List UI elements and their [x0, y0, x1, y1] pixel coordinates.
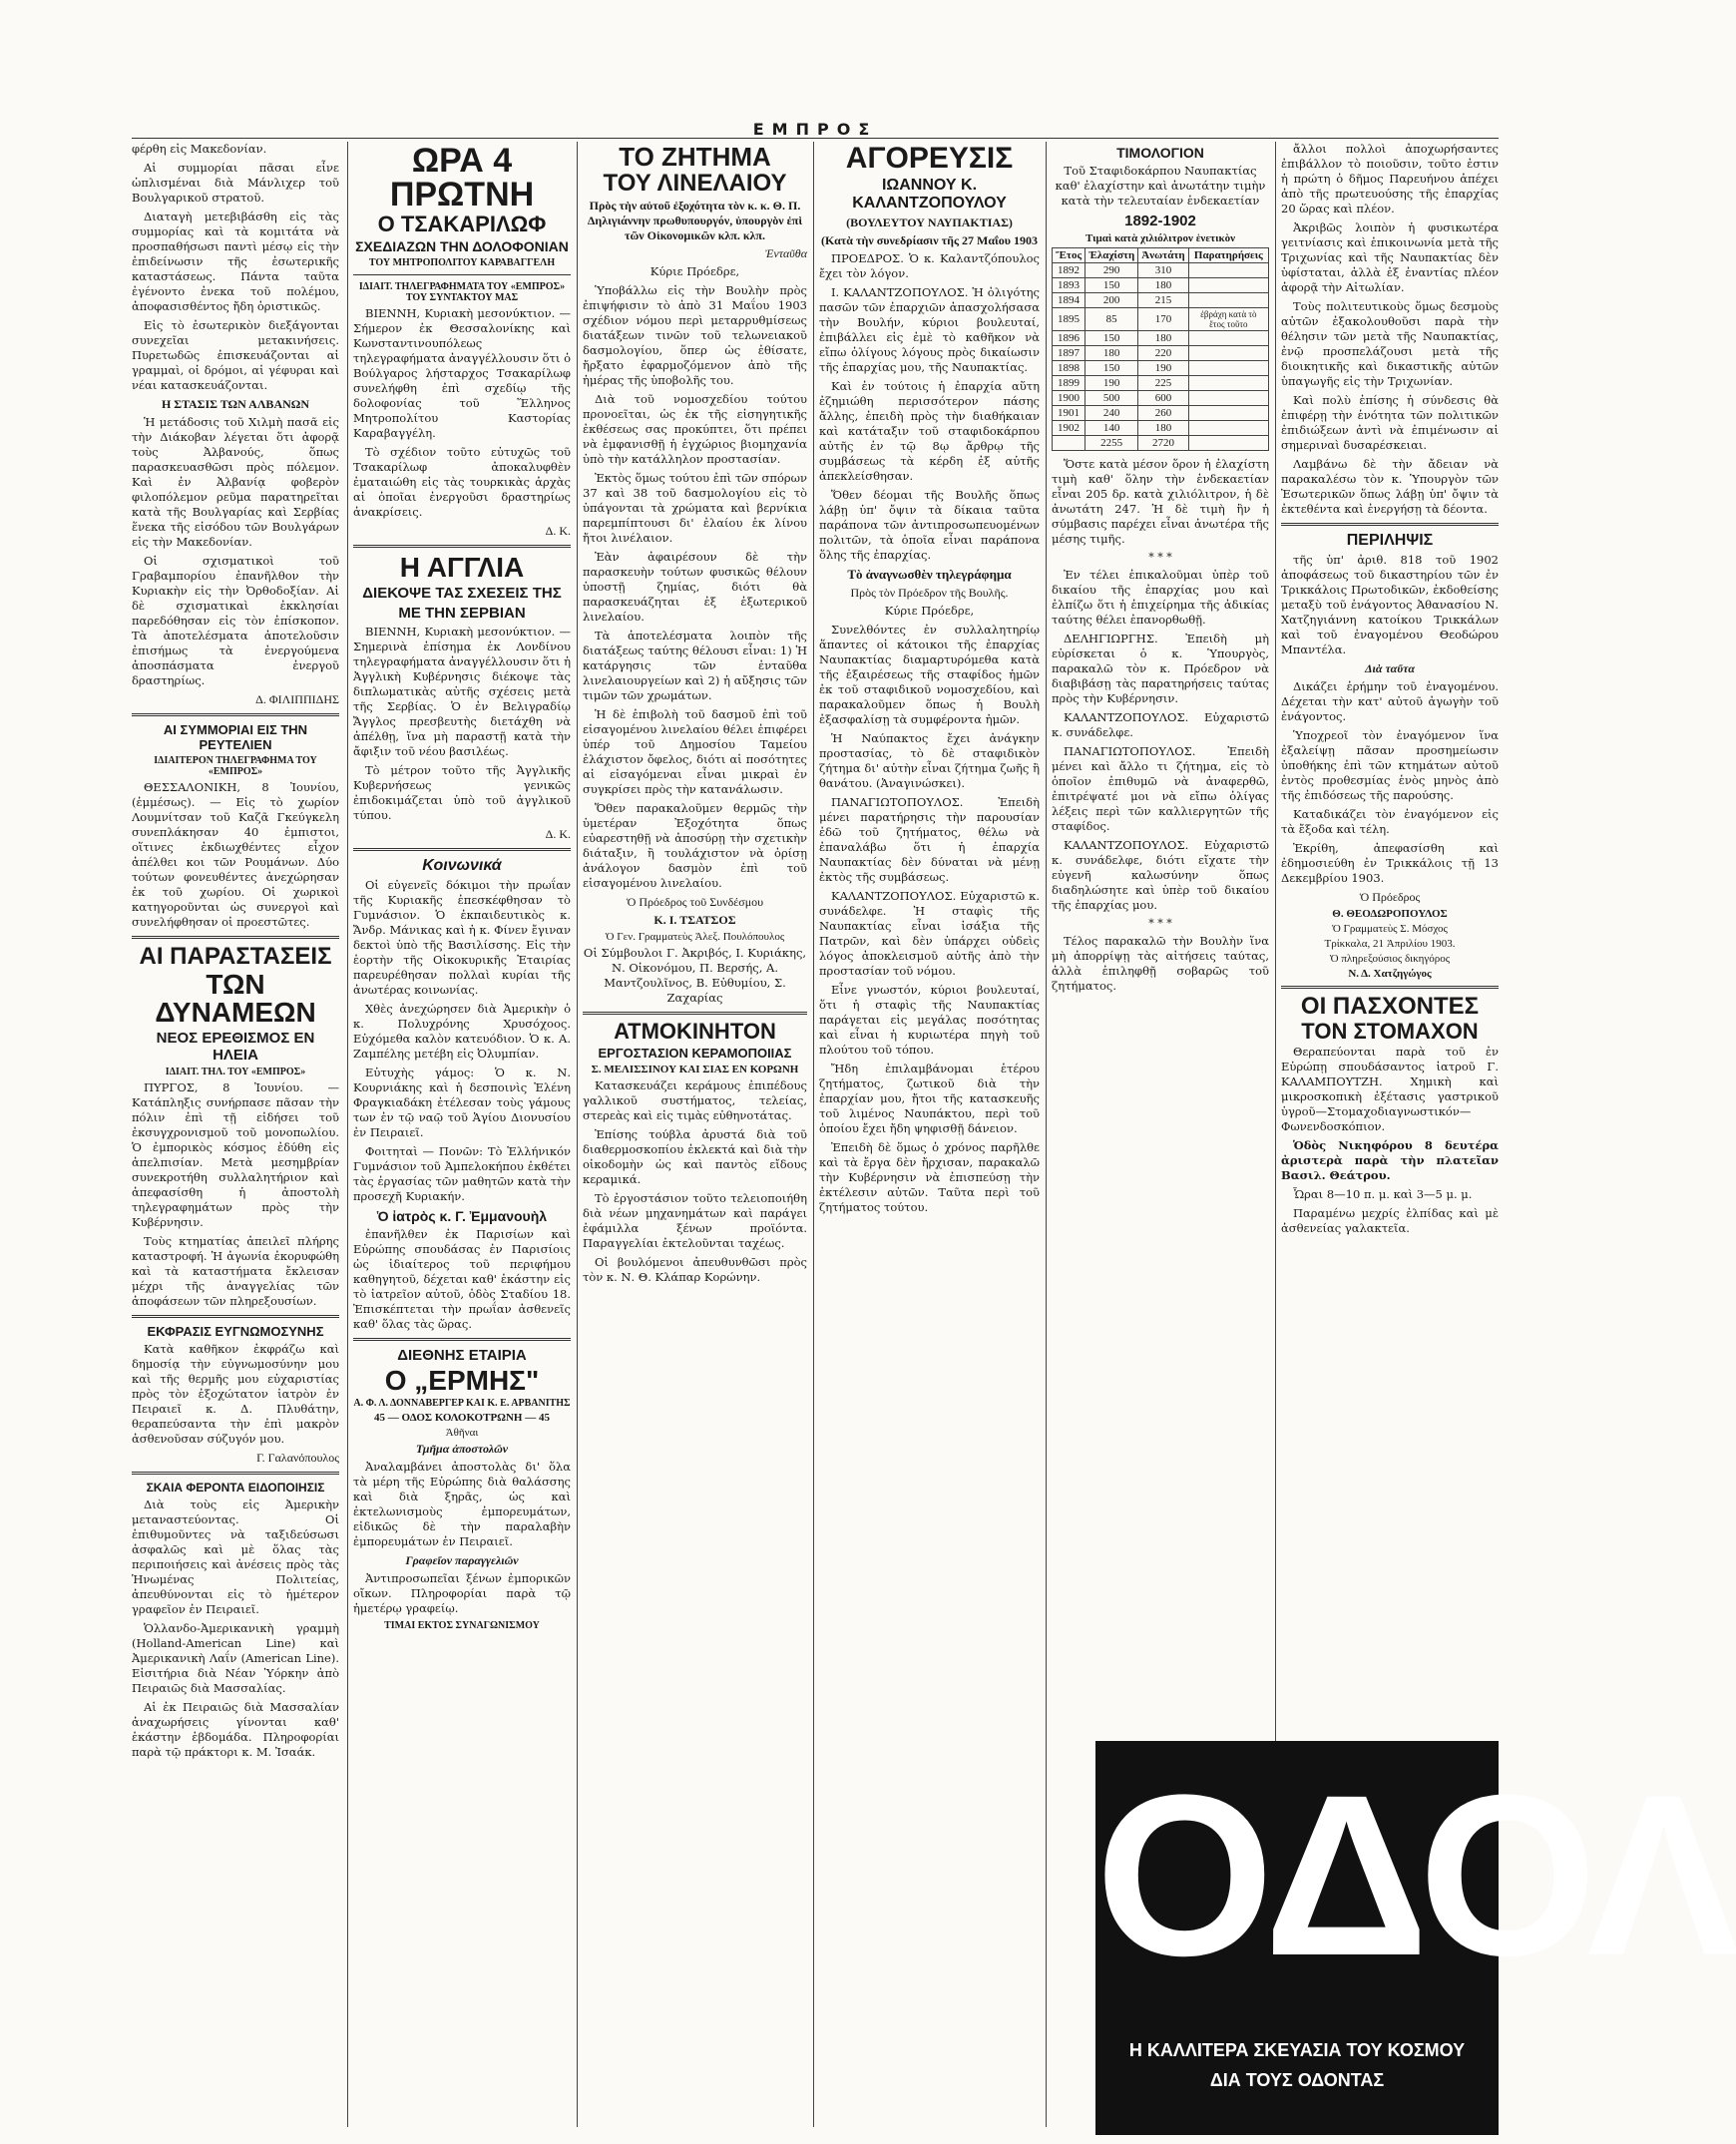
article-subheading: Πρὸς τὴν αὐτοῦ ἐξοχότητα τὸν κ. κ. Θ. Π. Δηλιγιάννην πρωθυπουργόν, ὑπουργὸν ἐπὶ τῶν Οἰκονομικῶν κλπ. κλπ.: [587, 199, 803, 242]
article-text: Ἐν τέλει ἐπικαλοῦμαι ὑπὲρ τοῦ δικαίου τῆς ἐπαρχίας μου καὶ ἐλπίζω ὅτι ἡ ἐπιχείρημα τῆς ἀδικίας ταύτης θέλει ἐπανορθωθῇ.: [1052, 568, 1269, 627]
article-subheading: (ΒΟΥΛΕΥΤΟΥ ΝΑΥΠΑΚΤΙΑΣ): [846, 215, 1013, 229]
article-text: ΒΙΕΝΝΗ, Κυριακὴ μεσονύκτιον. — Σήμερον ἐκ Θεσσαλονίκης καὶ Κωνσταντινουπόλεως τηλεγραφήματα ἀναγγέλλουσιν ὅτι ὁ Βούλγαρος λήσταρχος Τσακαρίλωφ συνελήφθη ἐπὶ σχεδίῳ τῆς δολοφονίας τοῦ Ἕλληνος Μητροπολίτου Καστορίας Καραβαγγέλη.: [353, 306, 571, 440]
article-text: Ὑποχρεοῖ τὸν ἐναγόμενον ἵνα ἐξαλείψῃ πᾶσαν προσημείωσιν ὑποθήκης ἐπὶ τῶν κτημάτων αὐτοῦ ἐντὸς προθεσμίας ἑνὸς μηνὸς ἀπὸ τῆς ἐπιδόσεως τῆς παρούσης.: [1281, 728, 1499, 802]
article-text: Ἡ Ναύπακτος ἔχει ἀνάγκην προστασίας, τὸ δὲ σταφιδικὸν ζήτημα δι' αὐτὴν εἶναι ζήτημα ζωῆς ἢ θανάτου. (Ἀναγινώσκει).: [819, 731, 1040, 790]
table-cell: 1901: [1053, 406, 1085, 421]
table-cell: 1894: [1053, 293, 1085, 308]
ad-brand-word: ΟΔΟΛ: [1095, 1747, 1736, 2003]
ad-tagline: Η ΚΑΛΛΙΤΕΡΑ ΣΚΕΥΑΣΙΑ ΤΟΥ ΚΟΣΜΟΥ: [1128, 2040, 1466, 2060]
table-row: [1053, 346, 1269, 361]
article-text: ΠΥΡΓΟΣ, 8 Ἰουνίου. — Κατάπληξις συνήρπασε πᾶσαν τὴν πόλιν ἐπὶ τῇ εἰδήσει τοῦ ἐκσυγχρονισμοῦ τοῦ μονοπωλίου. Ὁ ἐμπορικὸς κόσμος ἐδύθη εἰς ἀπελπισίαν. Μετὰ μεσημβρίαν συνεκροτήθη συλλαλητήριον καὶ ἀπεφασίσθη ἡ ἀποστολὴ τηλεγραφημάτων πρὸς τὴν Κυβέρνησιν.: [132, 1080, 339, 1229]
signature: Ν. Δ. Χατζηγώγος: [1348, 968, 1432, 980]
table-cell: [1188, 361, 1268, 376]
table-cell: 1902: [1053, 421, 1085, 436]
table-row: [1053, 331, 1269, 346]
signatories: Οἱ Σύμβουλοι Γ. Ἀκριβός, Ι. Κυριάκης, Ν. Οἰκονόμου, Π. Βερσής, Α. Μαντζουλῖνος, Β. Εὐθυμίου, Σ. Ζαχαρίας: [583, 946, 807, 1005]
column-5: ΤΙΜΟΛΟΓΙΟΝ Τοῦ Σταφιδοκάρπου Ναυπακτίας καθ' ἐλαχίστην καὶ ἀνωτάτην τιμὴν κατὰ τὴν τελευταίαν ἑνδεκαετίαν 1892-1902 Τιμαὶ κατὰ χιλιόλιτρον ἑνετικὸν Ἔτος Ἐλαχίστη Ἀνωτάτη Παρατηρήσεις 1892 290 310 1893 150 180 1894 200 215 1895 85 170 ἐβράχη κατὰ τὸ ἔτος τοῦτο 1896 150 180 1897 180 220 1898 150 190 1899 190 225 1900 500 600 1901 240 260 1902 140 180 2255 2720 Ὅστε κατὰ μέσον ὅρον ἡ ἐλαχίστη τιμὴ καθ' ὅλην τὴν ἑνδεκαετίαν εἶναι 205 δρ. κατὰ χιλιόλιτρον, ἡ δὲ ἀνωτάτη 247. Ἡ δὲ τιμὴ ἣν ἡ σύμβασις παρέχει εἶναι ἀνωτέρα τῆς μέσης τιμῆς. * * * Ἐν τέλει ἐπικαλοῦμαι ὑπὲρ τοῦ δικαίου τῆς ἐπαρχίας μου καὶ ἐλπίζω ὅτι ἡ ἐπιχείρημα τῆς ἀδικίας ταύτης θέλει ἐπανορθωθῇ. ΔΕΛΗΓΙΩΡΓΗΣ. Ἐπειδὴ μὴ εὑρίσκεται ὁ κ. Ὑπουργὸς, παρακαλῶ τὸν κ. Πρόεδρον νὰ διαβιβάσῃ τὰς παρατηρήσεις ταύτας πρὸς τὴν Κυβέρνησιν. ΚΑΛΑΝΤΖΟΠΟΥΛΟΣ. Εὐχαριστῶ κ. συνάδελφε. ΠΑΝΑΓΙΩΤΟΠΟΥΛΟΣ. Ἐπειδὴ μένει καὶ ἄλλο τι ζήτημα, εἰς τὸ ὁποῖον ἐπιθυμῶ νὰ ἀναφερθῶ, ἐπιτρέψατέ μοι νὰ εἴπω ὀλίγας λέξεις περὶ τῶν καλλιεργητῶν τῆς σταφίδος. ΚΑΛΑΝΤΖΟΠΟΥΛΟΣ. Εὐχαριστῶ κ. συνάδελφε, διότι εἴχατε τὴν εὐγενῆ καλωσύνην ὅπως διαδηλώσητε καὶ ὑπὲρ τοῦ δικαίου τῆς ἐπαρχίας μου. * * * Τέλος παρακαλῶ τὴν Βουλὴν ἵνα μὴ ἀπορρίψῃ τὰς αἰτήσεις ταύτας, ἀλλὰ ἐπιληφθῇ σοβαρῶς τοῦ ζητήματος.: [1052, 145, 1269, 993]
column-rule: [1046, 142, 1047, 2127]
salutation: Κύριε Πρόεδρε,: [650, 264, 740, 278]
ad-subheading: Α. Φ. Λ. ΔΟΝΝΑΒΕΡΓΕΡ ΚΑΙ Κ. Ε. ΑΡΒΑΝΙΤΗΣ: [353, 1398, 571, 1409]
article-headline: ΕΚΦΡΑΣΙΣ ΕΥΓΝΩΜΟΣΥΝΗΣ: [147, 1324, 324, 1339]
article-text: Οἱ εὐγενεῖς δόκιμοι τὴν πρωΐαν τῆς Κυριακῆς ἐπεσκέφθησαν τὸ Γυμνάσιον. Ὁ ἐκπαιδευτικὸς κ. Ἄνδρ. Μάνικας καὶ ἡ κ. Φίνεν ἔγιναν δεκτοὶ ὑπὸ τῆς Βασιλίσσης. Εἰς τὴν ἑορτὴν τῆς Οἰκοκυρικῆς Ἑταιρίας παρευρέθησαν πολλαὶ κυρίαι τῆς ἀνωτέρας κοινωνίας.: [353, 878, 571, 997]
column-rule: [577, 142, 578, 2127]
ad-text: Τὸ ἐργοστάσιον τοῦτο τελειοποιήθη διὰ νέων μηχανημάτων καὶ παράγει ἐφάμιλλα ξένων προϊόντα. Παραγγελίαι ἐκτελοῦνται ταχέως.: [583, 1191, 807, 1250]
table-description: Τοῦ Σταφιδοκάρπου Ναυπακτίας καθ' ἐλαχίστην καὶ ἀνωτάτην τιμὴν κατὰ τὴν τελευταίαν ἑνδεκαετίαν: [1055, 164, 1266, 208]
article-text: Ὅθεν δέομαι τῆς Βουλῆς ὅπως λάβῃ ὑπ' ὄψιν τὰ δίκαια ταῦτα παράπονα τῶν ἀντιπροσωπευομένων πολιτῶν, τὰ ὁποῖα εἶναι παράπονα ὅλης τῆς ἐπαρχίας.: [819, 488, 1040, 562]
table-row: [1053, 293, 1269, 308]
table-cell: 1900: [1053, 391, 1085, 406]
article-text: Χθὲς ἀνεχώρησεν διὰ Ἀμερικὴν ὁ κ. Πολυχρόνης Χρυσόχοος. Εὐχόμεθα καλὸν κατευόδιον. Ὁ κ. Α. Ζαμπέλης μετέβη εἰς Ὀλυμπίαν.: [353, 1002, 571, 1061]
table-cell: 200: [1085, 293, 1138, 308]
closing: Ὁ Πρόεδρος τοῦ Συνδέσμου: [626, 895, 764, 909]
article-text: Ι. ΚΑΛΑΝΤΖΟΠΟΥΛΟΣ. Ἡ ὀλιγότης πασῶν τῶν ἐπαρχιῶν ἀπασχολήσασα τὴν Βουλήν, κύριοι βουλευταί, ἐπιβάλλει εἰς ἐμὲ τὸ καθῆκον νὰ εἴπω ὀλίγους λόγους πρὸς δικαίωσιν τῆς ἐπαρχίας μου, τῆς Ναυπακτίας.: [819, 285, 1040, 374]
article-headline: ΣΧΕΔΙΑΖΩΝ ΤΗΝ ΔΟΛΟΦΟΝΙΑΝ: [355, 238, 569, 254]
table-cell: 180: [1138, 278, 1188, 293]
location: Ἐνταῦθα: [764, 246, 807, 260]
article-text: φέρθη εἰς Μακεδονίαν.: [132, 142, 267, 156]
section-subheading: Διὰ ταῦτα: [1365, 661, 1415, 675]
ad-headline: Ο „ΕΡΜΗΣ": [384, 1365, 540, 1396]
table-cell: 180: [1138, 331, 1188, 346]
article-text: ἄλλοι πολλοὶ ἀποχωρήσαντες ἐπιβάλλον τὸ ποιοῦσιν, τοῦτο ἐστιν ἡ πρώτη ὁ δῆμος Παρευήνου ἀπέχει ἀπὸ τῆς πρωτευούσης τῆς ἐπαρχίας 20 ὥρας καὶ πλέον.: [1281, 142, 1499, 215]
article-headline: Η ΑΓΓΛΙΑ: [399, 552, 525, 583]
table-row: [1053, 406, 1269, 421]
section-heading: Κοινωνικά: [422, 857, 502, 874]
article-headline: ΝΕΟΣ ΕΡΕΘΙΣΜΟΣ ΕΝ ΗΛΕΙΑ: [156, 1030, 315, 1064]
signature: Γ. Γαλανόπουλος: [256, 1451, 339, 1465]
ad-subheading: Γραφεῖον παραγγελιῶν: [405, 1553, 519, 1567]
ad-headline: ΔΙΕΘΝΗΣ ΕΤΑΙΡΙΑ: [397, 1347, 527, 1364]
section-heading: Η ΣΤΑΣΙΣ ΤΩΝ ΑΛΒΑΝΩΝ: [161, 397, 310, 411]
signature: Ὁ πληρεξούσιος δικηγόρος: [1329, 953, 1451, 965]
ad-tagline: ΔΙΑ ΤΟΥΣ ΟΔΟΝΤΑΣ: [1209, 2070, 1385, 2090]
table-cell: 215: [1138, 293, 1188, 308]
article-text: Φοιτηταὶ — Πονῶν: Τὸ Ἑλλήνικόν Γυμνάσιον τοῦ Ἀμπελοκήπου ἐκθέτει τὰς ἐργασίας τῶν μαθητῶν κατὰ τὴν προσεχῆ Κυριακήν.: [353, 1144, 571, 1203]
table-cell: 500: [1085, 391, 1138, 406]
signature: Δ. Κ.: [545, 524, 571, 538]
ad-headline: Ὁ ἰατρὸς κ. Γ. Ἐμμανουὴλ: [376, 1208, 548, 1224]
table-cell: 1895: [1053, 308, 1085, 331]
article-text: ΚΑΛΑΝΤΖΟΠΟΥΛΟΣ. Εὐχαριστῶ κ. συνάδελφε. Ἡ σταφὶς τῆς Ναυπακτίας εἶναι ἰσάξια τῆς Πατρῶν, καὶ δὲν ὑπάρχει οὐδεὶς λόγος ἀποκλεισμοῦ αὐτῆς ἀπὸ τὴν προστασίαν τοῦ νόμου.: [819, 889, 1040, 978]
signature: Δ. Κ.: [545, 827, 571, 841]
table-cell: 1898: [1053, 361, 1085, 376]
article-text: Καὶ ἐν τούτοις ἡ ἐπαρχία αὕτη ἐζημιώθη περισσότερον πάσης ἄλλης, ἐπειδὴ πρὸς τὴν διαθήκαιαν καὶ κατάταξιν τοῦ σταφιδοκάρπου αὐτῆς ἐν τῷ 8ῳ ἄρθρῳ τῆς συμβάσεως τὰ κέρδη ἐξ αὐτῆς ἀπεκλείσθησαν.: [819, 379, 1040, 483]
article-text: ΠΡΟΕΔΡΟΣ. Ὁ κ. Καλαντζόπουλος ἔχει τὸν λόγον.: [819, 251, 1040, 280]
table-cell: [1188, 421, 1268, 436]
article-subheading: ΤΟΥ ΜΗΤΡΟΠΟΛΙΤΟΥ ΚΑΡΑΒΑΓΓΕΛΗ: [368, 257, 556, 268]
column-rule: [347, 142, 348, 2127]
table-cell: [1188, 278, 1268, 293]
article-text: ΘΕΣΣΑΛΟΝΙΚΗ, 8 Ἰουνίου, (ἐμμέσως). — Εἰς τὸ χωρίον Λουμνίτσαν τοῦ Καζᾶ Γκεύγκελη συνεπλάκησαν 40 ἐμπιστοι, οἵτινες ἐκδιωχθέντες εἶχον ἀπέλθει κοι τῶν Ρουμάνων. Δύο τούτων φονευθέντες ἀνεχώρησαν ἐκ τοῦ χωρίου. Οἱ χωρικοὶ κατηγοροῦνται ὡς συνεργοὶ καὶ συνελήφθησαν οἱ προεστῶτες.: [132, 780, 339, 929]
column-rule: [813, 142, 814, 2127]
article-headline: ΙΩΑΝΝΟΥ Κ. ΚΑΛΑΝΤΖΟΠΟΥΛΟΥ: [852, 177, 1007, 212]
table-row: [1053, 376, 1269, 391]
column-6: [1281, 142, 1499, 1733]
ad-text: Ἀναλαμβάνει ἀποστολὰς δι' ὅλα τὰ μέρη τῆς Εὐρώπης διὰ θαλάσσης καὶ διὰ ξηρᾶς, ὡς καὶ ἐκτελωνισμοὺς ἐμπορευμάτων, εἰδικῶς δὲ τὴν παραλαβὴν ἐμπορευμάτων ἐν Πειραιεῖ.: [353, 1460, 571, 1548]
table-cell: 290: [1085, 263, 1138, 278]
ad-text: ἐπανῆλθεν ἐκ Παρισίων καὶ Εὐρώπης σπουδάσας ἐν Παρισίοις ὡς ἰδιαίτερος τοῦ περιφήμου καθηγητοῦ, δέχεται καθ' ἑκάστην εἰς τὸ ἰατρεῖον αὐτοῦ, ὁδὸς Σταδίου 18. Ἐπισκέπτεται τὴν πρωΐαν ἀσθενεῖς καθ' ὅλας τὰς ὥρας.: [353, 1227, 571, 1331]
article-text: Εὐτυχὴς γάμος: Ὁ κ. Ν. Κουρνιάκης καὶ ἡ δεσποινὶς Ἑλένη Φραγκιαδάκη ἐτέλεσαν τοὺς γάμους των ἐν τῷ ναῷ τοῦ Ἁγίου Διονυσίου ἐν Πειραιεῖ.: [353, 1066, 571, 1139]
article-text: Ἐπειδὴ δὲ ὅμως ὁ χρόνος παρῆλθε καὶ τὰ ἔργα δὲν ἤρχισαν, παρακαλῶ τὴν Κυβέρνησιν νὰ ἐπισπεύσῃ τὴν ἐκτέλεσιν αὐτῶν. Ταῦτα περὶ τοῦ ζητήματος τούτου.: [819, 1140, 1040, 1214]
article-text: Ὅστε κατὰ μέσον ὅρον ἡ ἐλαχίστη τιμὴ καθ' ὅλην τὴν ἑνδεκαετίαν εἶναι 205 δρ. κατὰ χιλιόλιτρον, ἡ δὲ ἀνωτάτη 247. Ἡ δὲ τιμὴ ἣν ἡ σύμβασις παρέχει εἶναι ἀνωτέρα τῆς μέσης τιμῆς.: [1052, 457, 1269, 546]
ad-text: Κατασκευάζει κεράμους ἐπιπέδους γαλλικοῦ συστήματος, τελείας, στερεὰς καὶ εἰς τιμὰς εὐθηνοτάτας.: [583, 1078, 807, 1122]
table-cell: [1188, 346, 1268, 361]
article-text: ΠΑΝΑΓΙΩΤΟΠΟΥΛΟΣ. Ἐπειδὴ μένει παρατήρησις τὴν παρουσίαν ἐδῶ τοῦ ζητήματος, θέλω νὰ ἐπαναλάβω ὅτι ἡ ἐπαρχία Ναυπακτίας δὲν δύναται νὰ μένῃ ἐκτὸς τῆς συμβάσεως.: [819, 795, 1040, 884]
ad-headline: ΟΙ ΠΑΣΧΟΝΤΕΣ: [1300, 993, 1480, 1020]
table-cell: [1188, 376, 1268, 391]
table-cell: 1893: [1053, 278, 1085, 293]
table-cell: 1896: [1053, 331, 1085, 346]
article-text: Δικάζει ἐρήμην τοῦ ἐναγομένου. Δέχεται τὴν κατ' αὐτοῦ ἀγωγὴν τοῦ ἐνάγοντος.: [1281, 679, 1499, 723]
article-text: ΒΙΕΝΝΗ, Κυριακὴ μεσονύκτιον. — Σημερινὰ ἐπίσημα ἐκ Λονδίνου τηλεγραφήματα ἀναγγέλλουσιν ὅτι ἡ Ἀγγλικὴ Κυβέρνησις διέκοψε τὰς διπλωματικὰς αὑτῆς σχέσεις μετὰ τῆς Σερβίας. Ὁ ἐν Βελιγραδίῳ Ἄγγλος πρεσβευτὴς διετάχθη νὰ ἀπέλθῃ, ἵνα μὴ παραστῇ κατὰ τὴν ἄφιξιν τοῦ νέου βασιλέως.: [353, 625, 571, 758]
table-cell: 150: [1085, 361, 1138, 376]
table-cell: [1188, 406, 1268, 421]
salutation: Κύριε Πρόεδρε,: [884, 604, 975, 618]
article-headline: ΜΕ ΤΗΝ ΣΕΡΒΙΑΝ: [398, 605, 526, 622]
table-cell: 1897: [1053, 346, 1085, 361]
table-cell: 170: [1138, 308, 1188, 331]
article-text: Τέλος παρακαλῶ τὴν Βουλὴν ἵνα μὴ ἀπορρίψῃ τὰς αἰτήσεις ταύτας, ἀλλὰ ἐπιληφθῇ σοβαρῶς τοῦ ζητήματος.: [1052, 934, 1269, 993]
signature: Ὁ Γεν. Γραμματεὺς Ἀλεξ. Πουλόπουλος: [605, 931, 785, 943]
article-text: Καὶ πολὺ ἐπίσης ἡ σύνδεσις θὰ ἐπιφέρῃ τὴν ἑνότητα τῶν πολιτικῶν ἐπιδιώξεων ἀντὶ νὰ ἐπιμένωσιν αἱ σημεριναὶ δυσαρέσκειαι.: [1281, 393, 1499, 452]
signature: Θ. ΘΕΟΔΩΡΟΠΟΥΛΟΣ: [1332, 908, 1448, 920]
table-header-row: [1053, 248, 1269, 263]
table-cell: 180: [1085, 346, 1138, 361]
signature: Δ. ΦΙΛΙΠΠΙΔΗΣ: [255, 692, 339, 706]
table-cell: 180: [1138, 421, 1188, 436]
table-cell: [1188, 331, 1268, 346]
table-cell: 600: [1138, 391, 1188, 406]
article-text: Ἀκριβῶς λοιπὸν ἡ φυσικωτέρα γειτνίασις καὶ ἐπικοινωνία μετὰ τῆς Τριχωνίας καὶ τῆς Ναυπακτίας δὲν ὑφίσταται, ἀλλὰ ἐξ ἐναντίας πλέον ἀφορᾷ τὴν Αἰτωλίαν.: [1281, 220, 1499, 294]
table-cell: 150: [1085, 278, 1138, 293]
table-row: [1053, 421, 1269, 436]
col-header: Ἔτος: [1053, 248, 1085, 263]
article-headline: ΤΟ ΖΗΤΗΜΑ: [619, 142, 771, 172]
ad-text: Παραμένω μεχρίς ἐλπίδας καὶ μὲ ἀσθενείας γαλακτεῖα.: [1281, 1206, 1499, 1235]
article-text: ΚΑΛΑΝΤΖΟΠΟΥΛΟΣ. Εὐχαριστῶ κ. συνάδελφε.: [1052, 710, 1269, 739]
article-text: Εἰς τὸ ἐσωτερικὸν διεξάγονται συνεχεῖαι μετακινήσεις. Πυρετωδῶς ἐπισκευάζονται αἱ γραμμαὶ, οἱ δρόμοι, αἱ γέφυραι καὶ νέαι κατασκευάζονται.: [132, 318, 339, 392]
article-text: Τοὺς πολιτευτικοὺς ὅμως δεσμοὺς αὐτῶν ἐξακολουθοῦσι παρὰ τὴν θέλησιν τῶν μετὰ τῆς Ναυπακτίας, ἐνῷ προσπελάζουσι μετὰ τῆς διοικητικῆς καὶ δικαστικῆς αὐτῶν ὑπαγωγῆς εἰς τὴν Τριχωνίαν.: [1281, 299, 1499, 388]
article-text: Ἡ δὲ ἐπιβολὴ τοῦ δασμοῦ ἐπὶ τοῦ εἰσαγομένου λινελαίου θέλει ἐπιφέρει ὑπέρ τοῦ Δημοσίου Ταμείου ἐλάχιστον ὄφελος, διότι αἱ ποσότητες αἱ εἰσαγόμεναι εἶναι μικραὶ ἐν συγκρίσει πρὸς τὴν κατανάλωσιν.: [583, 707, 807, 796]
table-cell: ἐβράχη κατὰ τὸ ἔτος τοῦτο: [1188, 308, 1268, 331]
price-table: [1052, 247, 1269, 451]
column-2: [353, 142, 571, 2137]
signature: Κ. Ι. ΤΣΑΤΣΟΣ: [653, 913, 736, 927]
ad-text: Θεραπεύονται παρὰ τοῦ ἐν Εὐρώπῃ σπουδάσαντος ἰατροῦ Γ. ΚΑΛΑΜΠΟΥΤΖΗ. Χημικὴ καὶ μικροσκοπικὴ ἐξέτασις γαστρικοῦ ὑγροῦ—Στομαχοδιαγνωστικόν—Φωνενδοσκόπιον.: [1281, 1045, 1499, 1133]
masthead: [132, 120, 1499, 139]
article-headline: ΑΙ ΠΑΡΑΣΤΑΣΕΙΣ: [139, 943, 332, 970]
article-text: Τὸ σχέδιον τοῦτο εὐτυχῶς τοῦ Τσακαρίλωφ ἀποκαλυφθὲν ἐματαιώθη εἰς τὰς τουρκικὰς ἀρχὰς αἱ ὁποῖαι ἐνεργοῦσι δραστηρίως ἀνακρίσεις.: [353, 445, 571, 519]
table-cell: 2720: [1138, 436, 1188, 451]
ad-headline: ΤΟΝ ΣΤΟΜΑΧΟΝ: [1301, 1019, 1479, 1044]
article-text: τῆς ὑπ' ἀριθ. 818 τοῦ 1902 ἀποφάσεως τοῦ δικαστηρίου τῶν ἐν Τρικκάλοις Πρωτοδικῶν, ἐκδοθείσης μεταξὺ τοῦ ἐνάγοντος Ἀθανασίου Ν. Χατζηγιάννη κατοίκου Τρικκάλων καὶ τοῦ ἐναγομένου Θεοδώρου Μπαντέλα.: [1281, 553, 1499, 656]
article-text: Ἐκτὸς ὅμως τούτου ἐπὶ τῶν σπόρων 37 καὶ 38 τοῦ δασμολογίου εἰς τὸ ὑπάγονται τὰ χρώματα καὶ βερνίκια παρεμπίπτουσι δι' ἐλαίου ἐκ λίνου ἤτοι λινέλαιον.: [583, 471, 807, 545]
ad-text: Ἐπίσης τούβλα ἀρυστά διὰ τοῦ διαθερμοσκοπίου ἐκλεκτά καὶ διὰ τὴν οἰκοδομὴν ὡς καὶ παντὸς εἴδους κεραμικά.: [583, 1127, 807, 1186]
article-text: Καταδικάζει τὸν ἐναγόμενον εἰς τὰ ἔξοδα καὶ τέλη.: [1281, 807, 1499, 836]
column-3: [583, 142, 807, 2137]
table-cell: [1188, 391, 1268, 406]
article-headline: ΤΟΥ ΛΙΝΕΛΑΙΟΥ: [603, 170, 787, 197]
odol-advertisement: [1095, 1741, 1736, 2135]
section-heading: ΠΕΡΙΛΗΨΙΣ: [1346, 532, 1434, 549]
table-cell: 150: [1085, 331, 1138, 346]
table-cell: 1892: [1053, 263, 1085, 278]
ad-city: Ἀθῆναι: [445, 1427, 479, 1439]
table-cell: [1188, 436, 1268, 451]
table-cell: 2255: [1085, 436, 1138, 451]
table-cell: 1899: [1053, 376, 1085, 391]
article-text: Διὰ τοὺς εἰς Ἀμερικὴν μεταναστεύοντας. Οἱ ἐπιθυμοῦντες νὰ ταξιδεύσωσι ἀσφαλῶς καὶ μὲ ὅλας τὰς περιποιήσεις καὶ ἀνέσεις πρὸς τὰς Ἡνωμένας Πολιτείας, ἀπευθύνονται εἰς τὸ ἡμέτερον γραφεῖον ἐν Πειραιεῖ.: [132, 1498, 339, 1616]
article-text: Τὸ μέτρον τοῦτο τῆς Ἀγγλικῆς Κυβερνήσεως γενικῶς ἐπιδοκιμάζεται ὑπὸ τοῦ ἀγγλικοῦ τύπου.: [353, 763, 571, 822]
signature: Ὁ Πρόεδρος: [1359, 890, 1421, 904]
ad-subheading: Σ. ΜΕΛΙΣΣΙΝΟΥ ΚΑΙ ΣΙΑΣ ΕΝ ΚΟΡΩΝΗ: [591, 1064, 799, 1075]
article-subheading: ΙΔΙΑΙΤ. ΤΗΛΕΓΡΑΦΗΜΑΤΑ ΤΟΥ «ΕΜΠΡΟΣ» ΤΟΥ ΣΥΝΤΑΚΤΟΥ ΜΑΣ: [358, 281, 566, 303]
article-subheading: ΙΔΙΑΙΤΕΡΟΝ ΤΗΛΕΓΡΑΦΗΜΑ ΤΟΥ «ΕΜΠΡΟΣ»: [154, 755, 317, 777]
article-text: Οἱ σχισματικοὶ τοῦ Γραβαμπορίου ἐπανῆλθον τὴν Κυριακὴν εἰς τὴν Ὀρθοδοξίαν. Αἱ δὲ σχισματικαὶ ἐκκλησίαι παρεδόθησαν εἰς τὸν ἐπίσκοπον. Τὰ ἀποτελέσματα ἀποτελοῦσιν ἐπισήμως τὰ ἐνεργούμενα ἀποσπάσματα ἐνεργοῦ δραστηρίως.: [132, 554, 339, 687]
ad-address: 45 — ΟΔΟΣ ΚΟΛΟΚΟΤΡΩΝΗ — 45: [374, 1412, 550, 1424]
table-years: 1892-1902: [1124, 213, 1196, 229]
newspaper-title: ΕΜΠΡΟΣ: [752, 120, 878, 139]
table-row: [1053, 278, 1269, 293]
table-cell: 140: [1085, 421, 1138, 436]
article-text: Εἶνε γνωστόν, κύριοι βουλευταί, ὅτι ἡ σταφὶς τῆς Ναυπακτίας παράγεται εἰς μεγάλας ποσότητας καὶ εἶναι ἡ κυριωτέρα πηγὴ τοῦ πλούτου τοῦ τόπου.: [819, 983, 1040, 1057]
table-cell: 260: [1138, 406, 1188, 421]
table-row: [1053, 391, 1269, 406]
article-subheading: ΙΔΙΑΙΤ. ΤΗΛ. ΤΟΥ «ΕΜΠΡΟΣ»: [165, 1067, 306, 1077]
col-header: Ἀνωτάτη: [1138, 248, 1188, 263]
article-headline: ΣΚΑΙΑ ΦΕΡΟΝΤΑ ΕΙΔΟΠΟΙΗΣΙΣ: [146, 1481, 325, 1495]
table-total-row: [1053, 436, 1269, 451]
col-header: Παρατηρήσεις: [1188, 248, 1268, 263]
table-cell: 310: [1138, 263, 1188, 278]
article-headline: Ο ΤΣΑΚΑΡΙΛΩΦ: [377, 212, 547, 236]
article-headline: ΩΡΑ 4 ΠΡΩΤΝΗ: [389, 142, 535, 214]
table-row: [1053, 263, 1269, 278]
table-cell: [1188, 263, 1268, 278]
dateline: Τρίκκαλα, 21 Ἀπριλίου 1903.: [1324, 938, 1456, 950]
article-text: Διὰ τοῦ νομοσχεδίου τούτου προνοεῖται, ὡς ἐκ τῆς εἰσηγητικῆς ἐκθέσεως σας προκύπτει, ὅτι πρέπει νὰ ἐμφανισθῇ ἡ ἐγχώριος βιομηχανία ὑπὸ τὴν κατάλληλον προστασίαν.: [583, 392, 807, 466]
table-cell: [1053, 436, 1085, 451]
article-headline: ΑΓΟΡΕΥΣΙΣ: [845, 142, 1014, 175]
article-text: Κατὰ καθῆκον ἐκφράζω καὶ δημοσίᾳ τὴν εὐγνωμοσύνην μου καὶ τῆς θερμῆς μου εὐχαριστίας πρὸς τὸν ἐξοχώτατον ἰατρὸν ἐν Πειραιεῖ κ. Δ. Πλυθάτην, θεραπεύσαντα τὴν ἐπὶ μακρὸν ἀσθενοῦσαν σύζυγόν μου.: [132, 1342, 339, 1446]
article-headline: ΤΩΝ ΔΥΝΑΜΕΩΝ: [155, 969, 316, 1028]
table-units: Τιμαὶ κατὰ χιλιόλιτρον ἑνετικὸν: [1085, 232, 1236, 244]
ad-subheading: Τμῆμα ἀποστολῶν: [415, 1442, 509, 1456]
section-heading: Τὸ ἀναγνωσθὲν τηλεγράφημα: [847, 567, 1012, 582]
article-text: ΚΑΛΑΝΤΖΟΠΟΥΛΟΣ. Εὐχαριστῶ κ. συνάδελφε, διότι εἴχατε τὴν εὐγενῆ καλωσύνην ὅπως διαδηλώσητε καὶ ὑπὲρ τοῦ δικαίου τῆς ἐπαρχίας μου.: [1052, 838, 1269, 912]
table-row: [1053, 361, 1269, 376]
column-4: [819, 142, 1040, 2137]
table-cell: 240: [1085, 406, 1138, 421]
ad-hours: Ὧραι 8—10 π. μ. καὶ 3—5 μ. μ.: [1293, 1187, 1473, 1201]
table-cell: 225: [1138, 376, 1188, 391]
ad-text: Οἱ βουλόμενοι ἀπευθυνθῶσι πρὸς τὸν κ. Ν. Θ. Κλάπαρ Κορώνην.: [583, 1255, 807, 1284]
ad-footer: ΤΙΜΑΙ ΕΚΤΟΣ ΣΥΝΑΓΩΝΙΣΜΟΥ: [384, 1620, 540, 1631]
table-cell: 190: [1138, 361, 1188, 376]
article-text: Αἱ ἐκ Πειραιῶς διὰ Μασσαλίαν ἀναχωρήσεις γίνονται καθ' ἑκάστην ἑβδομάδα. Πληροφορίαι παρὰ τῷ πράκτορι κ. Μ. Ἰσαάκ.: [132, 1700, 339, 1759]
article-text: Ὁλλανδο-Ἀμερικανικὴ γραμμὴ (Holland-American Line) καὶ Ἀμερικανικὴ Λαΐν (American Line). Εἰσιτήρια διὰ Νέαν Ὑόρκην ἀπὸ Πειραιῶς διὰ Μασσαλίας.: [132, 1621, 339, 1695]
table-cell: 220: [1138, 346, 1188, 361]
article-text: Ἤδη ἐπιλαμβάνομαι ἑτέρου ζητήματος, ζωτικοῦ διὰ τὴν ἐπαρχίαν μου, ἤτοι τῆς κατασκευῆς τοῦ λιμένος Ναυπάκτου, περὶ τοῦ ὁποίου ἔχει ἤδη ψηφισθῇ δάνειον.: [819, 1062, 1040, 1135]
article-headline: ΔΙΕΚΟΨΕ ΤΑΣ ΣΧΕΣΕΙΣ ΤΗΣ: [362, 585, 562, 602]
article-text: ΠΑΝΑΓΙΩΤΟΠΟΥΛΟΣ. Ἐπειδὴ μένει καὶ ἄλλο τι ζήτημα, εἰς τὸ ὁποῖον ἐπιθυμῶ νὰ ἀναφερθῶ, ἐπιτρέψατέ μοι νὰ εἴπω ὀλίγας λέξεις περὶ τῶν καλλιεργητῶν τῆς σταφίδος.: [1052, 744, 1269, 833]
signature: Ὁ Γραμματεὺς Σ. Μόσχος: [1332, 923, 1448, 935]
col-header: Ἐλαχίστη: [1085, 248, 1138, 263]
ad-text: Ἀντιπροσωπεῖαι ξένων ἐμπορικῶν οἴκων. Πληροφορίαι παρὰ τῷ ἡμετέρῳ γραφείῳ.: [353, 1571, 571, 1615]
article-text: Ὅθεν παρακαλοῦμεν θερμῶς τὴν ὑμετέραν Ἐξοχότητα ὅπως εὐαρεστηθῇ νὰ ἀποσύρῃ τὴν σχετικὴν διάταξιν, ἢ τουλάχιστον νὰ ὁρίσῃ ἀνάλογον δασμὸν ἐπὶ τοῦ εἰσαγομένου λινελαίου.: [583, 801, 807, 890]
article-text: Ἐκρίθη, ἀπεφασίσθη καὶ ἐδημοσιεύθη ἐν Τρικκάλοις τῇ 13 Δεκεμβρίου 1903.: [1281, 841, 1499, 885]
article-headline: ΑΙ ΣΥΜΜΟΡΙΑΙ ΕΙΣ ΤΗΝ ΡΕΥΤΕΛΙΕΝ: [163, 722, 308, 752]
ad-headline: ΑΤΜΟΚΙΝΗΤΟΝ: [614, 1019, 776, 1044]
article-text: Ἡ μετάδοσις τοῦ Χιλμὴ πασᾶ εἰς τὴν Διάκοβαν λέγεται ὅτι ἀφορᾷ τοὺς Ἀλβανούς, ὅπως παρασκευασθῶσι πρὸς πόλεμον. Καὶ ἐν Ἀλβανίᾳ φοβερὸν φιλοπόλεμον ρεῦμα παρατηρεῖται κατὰ τῆς Βουλγαρίας καὶ Σερβίας ἕνεκα τῆς εἰσόδου τῶν Βουλγάρων εἰς τὴν Μακεδονίαν.: [132, 415, 339, 549]
article-text: Ὑποβάλλω εἰς τὴν Βουλὴν πρὸς ἐπιψήφισιν τὸ ἀπὸ 31 Μαΐου 1903 σχέδιον νόμου περὶ μεταρρυθμίσεως διατάξεων τινῶν τοῦ τελωνειακοῦ δασμολογίου, ὅπερ ὡς ἐθίσατε, ἤρξατο ἐφαρμοζόμενον ἀπὸ τῆς ἡμέρας τῆς ὑποβολῆς του.: [583, 283, 807, 387]
table-cell: 190: [1085, 376, 1138, 391]
table-row: [1053, 308, 1269, 331]
table-cell: [1188, 293, 1268, 308]
table-cell: 85: [1085, 308, 1138, 331]
article-text: Συνελθόντες ἐν συλλαλητηρίῳ ἅπαντες οἱ κάτοικοι τῆς ἐπαρχίας Ναυπακτίας διαμαρτυρόμεθα κατὰ τῆς ἐξαιρέσεως τῆς σταφίδος ἡμῶν ἐκ τοῦ σταφιδικοῦ νομοσχεδίου, καὶ παρακαλοῦμεν ὅπως ἡ Βουλὴ ἐξασφαλίσῃ τὰ συμφέροντα ἡμῶν.: [819, 623, 1040, 726]
article-subheading: (Κατὰ τὴν συνεδρίασιν τῆς 27 Μαΐου 1903: [820, 233, 1039, 247]
article-text: ΔΕΛΗΓΙΩΡΓΗΣ. Ἐπειδὴ μὴ εὑρίσκεται ὁ κ. Ὑπουργὸς, παρακαλῶ τὸν κ. Πρόεδρον νὰ διαβιβάσῃ τὰς παρατηρήσεις ταύτας πρὸς τὴν Κυβέρνησιν.: [1052, 632, 1269, 705]
article-text: Τὰ ἀποτελέσματα λοιπὸν τῆς διατάξεως ταύτης θέλουσι εἶναι: 1) Ἡ κατάργησις τῶν ἐνταῦθα λινελαιουργείων καὶ 2) ἡ αὔξησις τῶν τιμῶν τῶν χρωμάτων.: [583, 629, 807, 702]
article-text: Ἐὰν ἀφαιρέσουν δὲ τὴν παρασκευὴν τούτων φυσικῶς θέλουν ὑποστῇ ζημίας, διότι θὰ παρασκευάζηται ἐξ ἐξωτερικοῦ λινελαίου.: [583, 550, 807, 624]
section-subheading: Πρὸς τὸν Πρόεδρον τῆς Βουλῆς.: [850, 586, 1009, 600]
article-text: Λαμβάνω δὲ τὴν ἄδειαν νὰ παρακαλέσω τὸν κ. Ὑπουργὸν τῶν Ἐσωτερικῶν ὅπως λάβῃ ὑπ' ὄψιν τὰ ἐκτεθέντα καὶ ἐνεργήσῃ τὰ δέοντα.: [1281, 457, 1499, 516]
column-1: [132, 142, 339, 2137]
article-text: Τοὺς κτηματίας ἀπειλεῖ πλήρης καταστροφή. Ἡ ἀγωνία ἐκορυφώθη καὶ τὰ καταστήματα ἔκλεισαν μέχρι τῆς ἀναγγελίας τῶν ἀποφάσεων τῶν πληρεξουσίων.: [132, 1234, 339, 1308]
ad-headline: ΕΡΓΟΣΤΑΣΙΟΝ ΚΕΡΑΜΟΠΟΙΙΑΣ: [598, 1046, 792, 1061]
article-text: Διαταγὴ μετεβιβάσθη εἰς τὰς συμμορίας καὶ τὰ κομιτάτα νὰ προσπαθήσωσι παντὶ μέσῳ εἰς τὴν ἐπιδείνωσιν τῆς ἐσωτερικῆς καταστάσεως. Πάντα ταῦτα ἐγένοντο ἐνεκα τοῦ πολέμου, ἀποφασισθέντος ἤδη ὁριστικῶς.: [132, 210, 339, 313]
article-text: Αἱ συμμορίαι πᾶσαι εἶνε ὡπλισμέναι διὰ Μάνλιχερ τοῦ Βουλγαρικοῦ στρατοῦ.: [132, 161, 339, 205]
table-title: ΤΙΜΟΛΟΓΙΟΝ: [1116, 145, 1204, 161]
ad-address: Ὁδὸς Νικηφόρου 8 δευτέρα ἀριστερὰ παρὰ τὴν πλατεῖαν Βασιλ. Θεάτρου.: [1281, 1138, 1499, 1182]
